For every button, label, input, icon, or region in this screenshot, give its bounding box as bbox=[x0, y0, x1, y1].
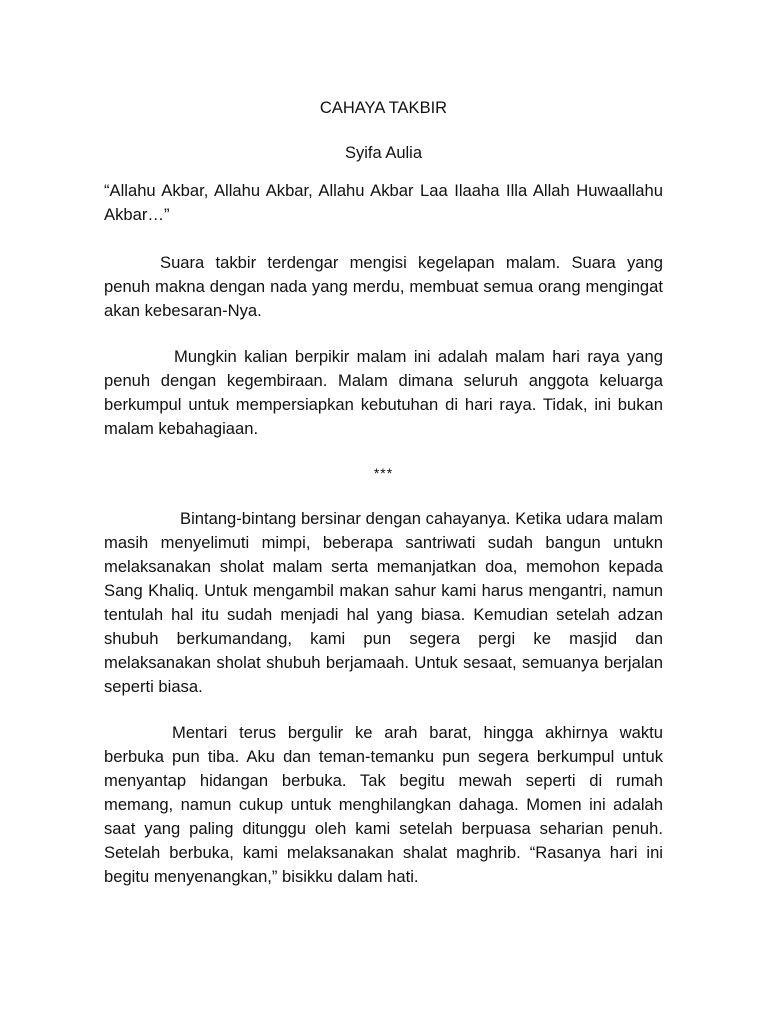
paragraph-bintang-bintang: Bintang-bintang bersinar dengan cahayanya. Ketika udara malam masih menyelimuti mimpi, beberapa santriwati sudah bangun untukn melaksanakan sholat malam serta memanjatkan doa, memohon kepada Sang Khaliq. Untuk mengambil makan sahur kami harus mengantri, namun tentulah hal itu sudah menjadi hal yang biasa. Kemudian setelah adzan shubuh berkumandang, kami pun segera pergi ke masjid dan melaksanakan sholat shubuh berjamaah. Untuk sesaat, semuanya berjalan seperti biasa. bbox=[104, 509, 663, 696]
story-author: Syifa Aulia bbox=[344, 144, 423, 162]
section-separator: *** bbox=[373, 465, 394, 481]
paragraph-takbir-quote: “Allahu Akbar, Allahu Akbar, Allahu Akbar Laa Ilaaha Illa Allah Huwaallahu Akbar…” bbox=[104, 181, 663, 224]
paragraph-suara-takbir: Suara takbir terdengar mengisi kegelapan malam. Suara yang penuh makna dengan nada yang merdu, membuat semua orang mengingat akan kebesaran-Nya. bbox=[104, 253, 663, 320]
paragraph-mentari: Mentari terus bergulir ke arah barat, hingga akhirnya waktu berbuka pun tiba. Aku dan teman-temanku pun segera berkumpul untuk menyantap hidangan berbuka. Tak begitu mewah seperti di rumah memang, namun cukup untuk menghilangkan dahaga. Momen ini adalah saat yang paling ditunggu oleh kami setelah berpuasa seharian penuh. Setelah berbuka, kami melaksanakan shalat maghrib. “Rasanya hari ini begitu menyenangkan,” bisikku dalam hati. bbox=[104, 723, 663, 886]
story-title: CAHAYA TAKBIR bbox=[319, 99, 448, 117]
paragraph-mungkin-kalian: Mungkin kalian berpikir malam ini adalah malam hari raya yang penuh dengan kegembiraan. Malam dimana seluruh anggota keluarga berkumpul untuk mempersiapkan kebutuhan di hari raya. Tidak, ini bukan malam kebahagiaan. bbox=[104, 347, 663, 438]
document-body bbox=[104, 96, 663, 911]
